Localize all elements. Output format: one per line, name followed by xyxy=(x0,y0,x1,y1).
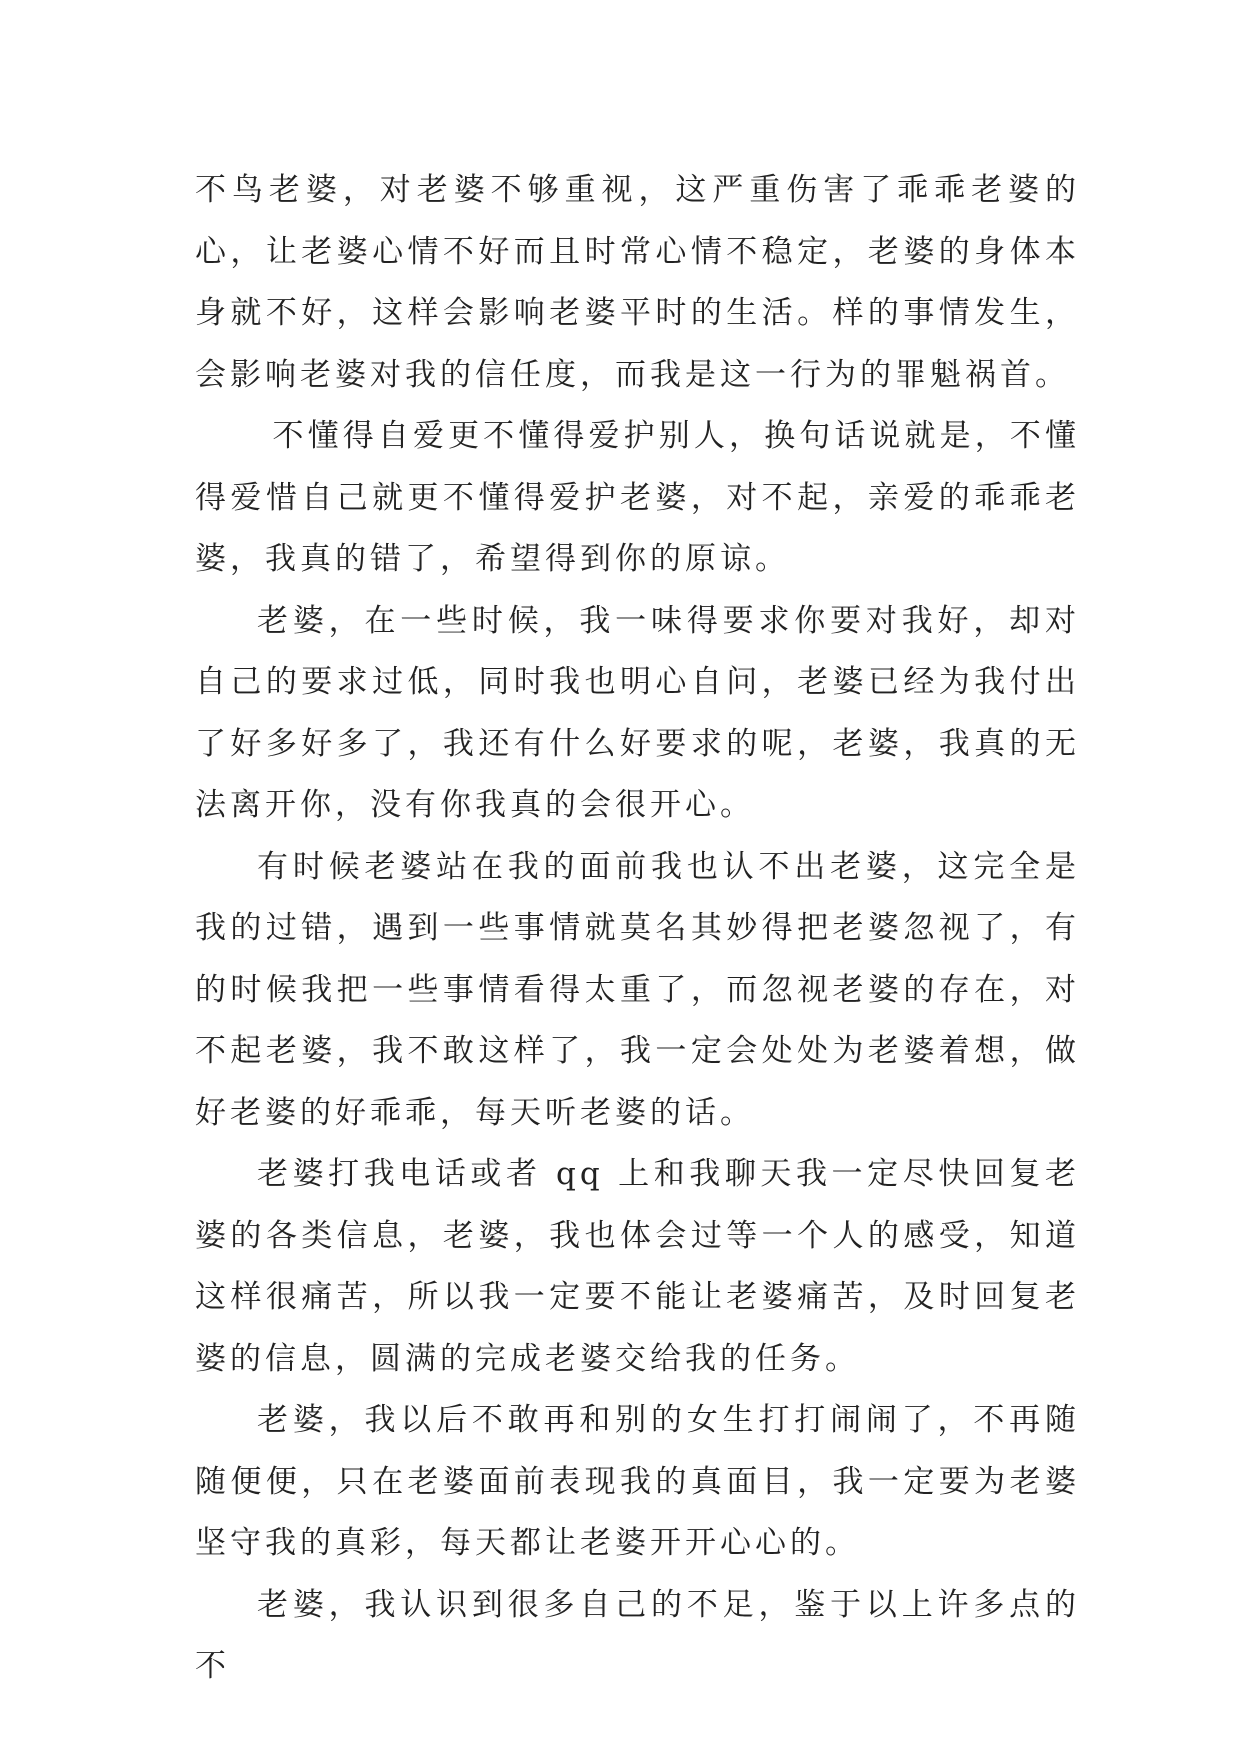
paragraph: 有时候老婆站在我的面前我也认不出老婆，这完全是我的过错，遇到一些事情就莫名其妙得把老婆忽视了，有的时候我把一些事情看得太重了，而忽视老婆的存在，对不起老婆，我不敢这样了，我一定会处处为老婆着想，做好老婆的好乖乖，每天听老婆的话。 xyxy=(195,848,1080,1131)
paragraph: 老婆，我以后不敢再和别的女生打打闹闹了，不再随随便便，只在老婆面前表现我的真面目，我一定要为老婆坚守我的真彩，每天都让老婆开开心心的。 xyxy=(195,1402,1080,1561)
paragraph: 老婆打我电话或者 qq 上和我聊天我一定尽快回复老婆的各类信息，老婆，我也体会过等一个人的感受，知道这样很痛苦，所以我一定要不能让老婆痛苦，及时回复老婆的信息，圆满的完成老婆交给我的任务。 xyxy=(195,1156,1080,1377)
paragraph: 不懂得自爱更不懂得爱护别人，换句话说就是，不懂得爱惜自己就更不懂得爱护老婆，对不起，亲爱的乖乖老婆，我真的错了，希望得到你的原谅。 xyxy=(195,418,1080,577)
paragraph: 老婆，我认识到很多自己的不足，鉴于以上许多点的不 xyxy=(195,1586,1080,1684)
paragraph: 老婆，在一些时候，我一味得要求你要对我好，却对自己的要求过低，同时我也明心自问，老婆已经为我付出了好多好多了，我还有什么好要求的呢，老婆，我真的无法离开你，没有你我真的会很开心。 xyxy=(195,602,1080,823)
document-body xyxy=(195,160,1080,1698)
paragraph: 不鸟老婆，对老婆不够重视，这严重伤害了乖乖老婆的心，让老婆心情不好而且时常心情不稳定，老婆的身体本身就不好，这样会影响老婆平时的生活。样的事情发生，会影响老婆对我的信任度，而我是这一行为的罪魁祸首。 xyxy=(195,172,1080,393)
